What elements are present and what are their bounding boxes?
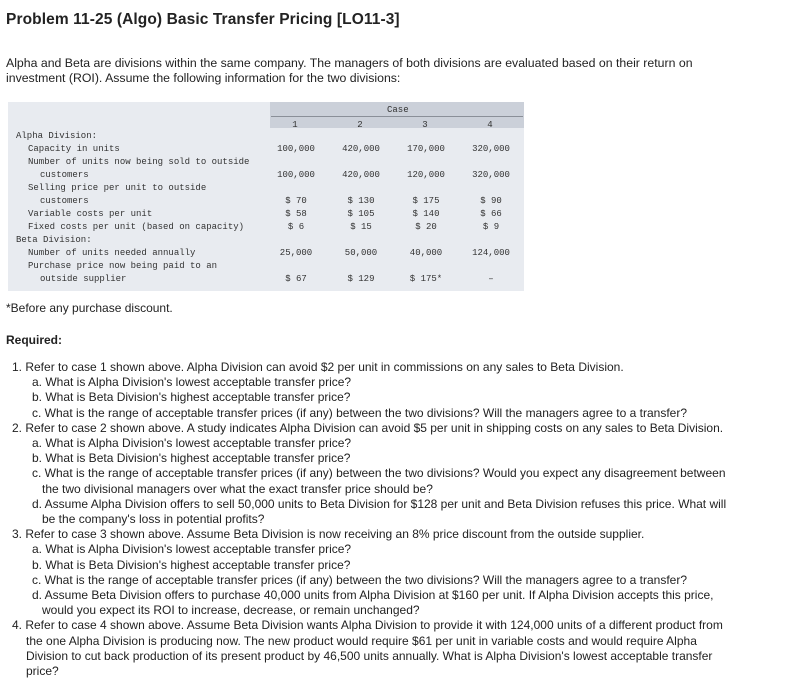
row-label-units-sold-line1: Number of units now being sold to outside: [28, 157, 250, 167]
question-3b: b. What is Beta Division's highest acceptable transfer price?: [32, 557, 351, 572]
question-2c: c. What is the range of acceptable transfer prices (if any) between the two divisions? Would you expect any disagreement between: [32, 466, 726, 481]
cell-purchase-2: $ 129: [347, 274, 375, 284]
question-2b: b. What is Beta Division's highest acceptable transfer price?: [32, 451, 351, 466]
column-header-4: 4: [487, 120, 493, 130]
data-table: [8, 102, 524, 291]
cell-capacity-2: 420,000: [342, 144, 380, 154]
cell-units-sold-2: 420,000: [342, 170, 380, 180]
cell-price-4: $ 90: [480, 196, 502, 206]
row-label-units-sold-line2: customers: [40, 170, 89, 180]
cell-price-2: $ 130: [347, 196, 375, 206]
cell-needed-4: 124,000: [472, 248, 510, 258]
row-label-price-line1: Selling price per unit to outside: [28, 183, 207, 193]
question-3d: d. Assume Beta Division offers to purchase 40,000 units from Alpha Division at $160 per unit. If Alpha Division accepts this price,: [32, 588, 714, 603]
cell-units-sold-3: 120,000: [407, 170, 445, 180]
cell-capacity-1: 100,000: [277, 144, 315, 154]
question-2d-cont: be the company's loss in potential profits?: [42, 512, 265, 527]
cell-units-sold-4: 320,000: [472, 170, 510, 180]
cell-price-1: $ 70: [285, 196, 307, 206]
cell-needed-1: 25,000: [279, 248, 313, 258]
cell-price-3: $ 175: [412, 196, 440, 206]
row-label-price-line2: customers: [40, 196, 89, 206]
row-label-needed: Number of units needed annually: [28, 248, 196, 258]
cell-variable-1: $ 58: [285, 209, 307, 219]
question-3: 3. Refer to case 3 shown above. Assume Beta Division is now receiving an 8% price discount from the outside supplier.: [12, 527, 645, 542]
row-label-purchase-line2: outside supplier: [40, 274, 127, 284]
required-heading: Required:: [6, 333, 63, 347]
beta-heading: Beta Division:: [16, 235, 92, 245]
cell-variable-4: $ 66: [480, 209, 502, 219]
question-1c: c. What is the range of acceptable transfer prices (if any) between the two divisions? Will the managers agree to a transfer?: [32, 405, 687, 420]
cell-fixed-4: $ 9: [482, 222, 500, 232]
questions-list: [6, 360, 806, 679]
question-4-cont3: price?: [26, 664, 59, 679]
row-label-fixed: Fixed costs per unit (based on capacity): [28, 222, 245, 232]
column-header-3: 3: [422, 120, 428, 130]
cell-needed-3: 40,000: [409, 248, 443, 258]
cell-capacity-3: 170,000: [407, 144, 445, 154]
question-4-cont1: the one Alpha Division is producing now. The new product would require $61 per unit in variable costs and would require Alpha: [26, 633, 697, 648]
question-1a: a. What is Alpha Division's lowest acceptable transfer price?: [32, 375, 352, 390]
cell-capacity-4: 320,000: [472, 144, 510, 154]
cell-purchase-1: $ 67: [285, 274, 307, 284]
cell-fixed-3: $ 20: [415, 222, 437, 232]
cell-fixed-2: $ 15: [350, 222, 372, 232]
cell-purchase-3: $ 175*: [409, 274, 443, 284]
question-2d: d. Assume Alpha Division offers to sell 50,000 units to Beta Division for $128 per unit and Beta Division refuses this price. What will: [32, 496, 727, 511]
question-2a: a. What is Alpha Division's lowest acceptable transfer price?: [32, 436, 352, 451]
question-4-cont2: Division to cut back production of its present product by 46,500 units annually. What is Alpha Division's lowest acceptable transfer: [26, 648, 713, 663]
case-label: Case: [387, 105, 409, 115]
column-header-1: 1: [292, 120, 298, 130]
footnote: *Before any purchase discount.: [6, 301, 173, 315]
cell-units-sold-1: 100,000: [277, 170, 315, 180]
alpha-heading: Alpha Division:: [16, 131, 98, 141]
question-3c: c. What is the range of acceptable transfer prices (if any) between the two divisions? Will the managers agree to a transfer?: [32, 572, 687, 587]
cell-needed-2: 50,000: [344, 248, 378, 258]
cell-purchase-4: –: [488, 274, 494, 284]
cell-fixed-1: $ 6: [287, 222, 305, 232]
cell-variable-3: $ 140: [412, 209, 440, 219]
page-title: Problem 11-25 (Algo) Basic Transfer Pricing [LO11-3]: [6, 11, 400, 28]
question-1: 1. Refer to case 1 shown above. Alpha Division can avoid $2 per unit in commissions on any sales to Beta Division.: [12, 360, 624, 374]
question-3d-cont: would you expect its ROI to increase, decrease, or remain unchanged?: [42, 603, 420, 618]
question-2: 2. Refer to case 2 shown above. A study indicates Alpha Division can avoid $5 per unit in shipping costs on any sales to Beta Division.: [12, 420, 724, 435]
column-header-2: 2: [357, 120, 363, 130]
question-3a: a. What is Alpha Division's lowest acceptable transfer price?: [32, 542, 352, 557]
row-label-purchase-line1: Purchase price now being paid to an: [28, 261, 218, 271]
intro-paragraph: Alpha and Beta are divisions within the same company. The managers of both divisions are evaluated based on their return on investment (ROI). Assume the following information for the two divisions:: [6, 56, 693, 85]
question-4: 4. Refer to case 4 shown above. Assume Beta Division wants Alpha Division to provide it with 124,000 units of a different product from: [12, 618, 723, 633]
row-label-capacity: Capacity in units: [28, 144, 120, 154]
question-1b: b. What is Beta Division's highest acceptable transfer price?: [32, 390, 351, 405]
row-label-variable: Variable costs per unit: [28, 209, 153, 219]
case-underline: [271, 116, 523, 117]
cell-variable-2: $ 105: [347, 209, 375, 219]
question-2c-cont: the two divisional managers over what the exact transfer price should be?: [42, 481, 433, 496]
